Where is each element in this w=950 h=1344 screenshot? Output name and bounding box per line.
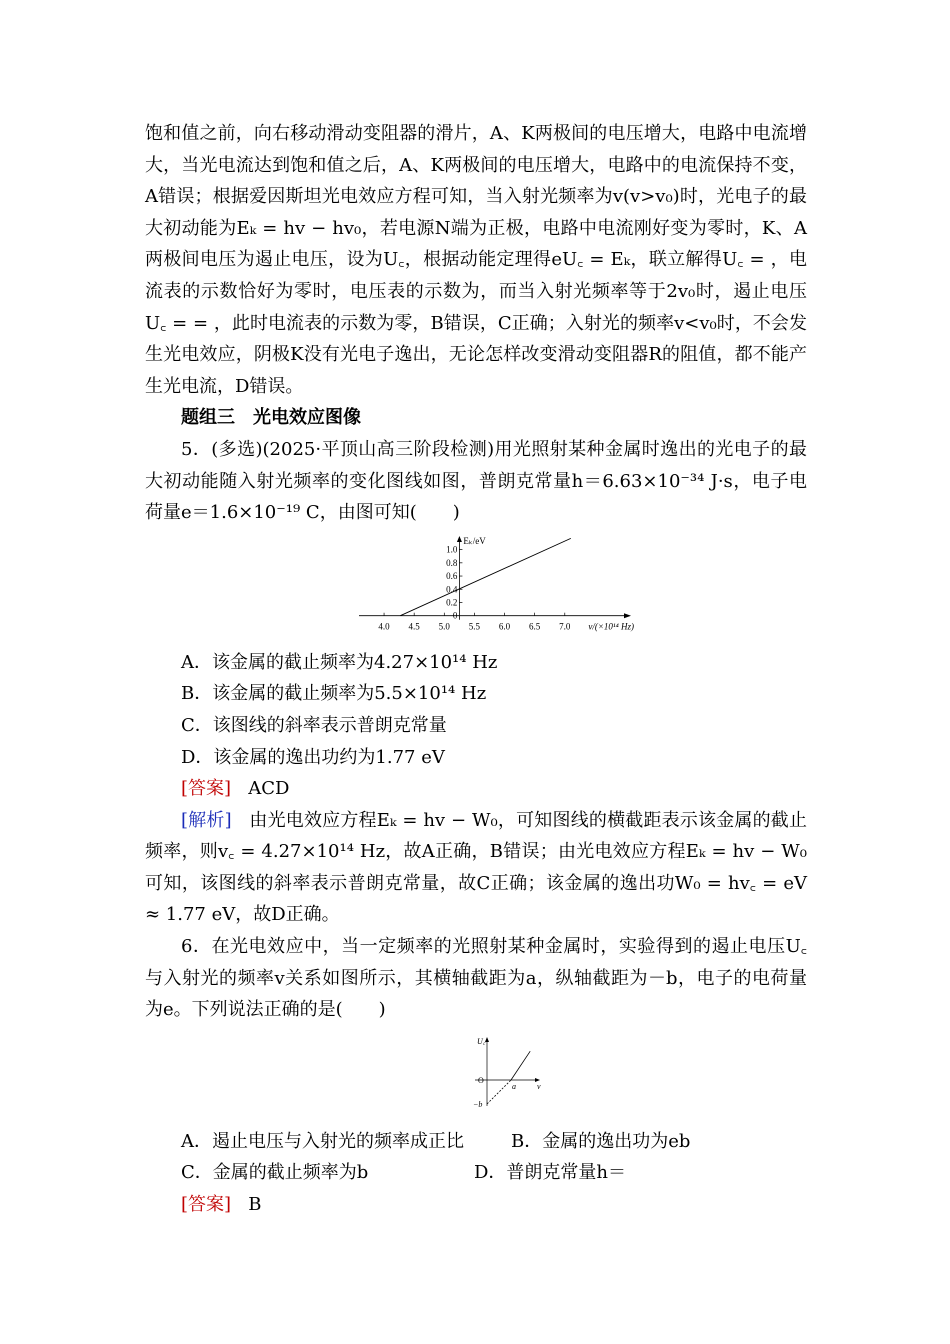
x-axis-label: ν/(×10¹⁴ Hz)	[588, 621, 634, 632]
x-axis-label: ν	[537, 1081, 541, 1091]
question-6-option-d: D．普朗克常量h＝	[474, 1162, 627, 1184]
ek-frequency-chart	[357, 535, 637, 643]
answer-label: [答案]	[181, 1194, 232, 1216]
origin-label: O	[478, 1075, 484, 1085]
question-5-stem: 5．(多选)(2025·平顶山高三阶段检测)用光照射某种金属时逸出的光电子的最大初动能随入射光频率的变化图线如图，普朗克常量h＝6.63×10⁻³⁴ J·s，电子电荷量e＝1.6×10⁻¹⁹ C，由图可知( )	[145, 438, 807, 524]
page-content	[145, 118, 807, 1221]
y-axis-arrow	[457, 536, 462, 542]
y-axis-arrow	[485, 1037, 489, 1042]
x-axis-arrow	[624, 613, 631, 618]
x-tick-label: 4.5	[408, 621, 420, 632]
question-5-option-c: C．该图线的斜率表示普朗克常量	[181, 714, 447, 736]
question-5-analysis	[145, 805, 807, 931]
x-tick-label: 4.0	[378, 621, 390, 632]
question-5-option-b: B．该金属的截止频率为5.5×10¹⁴ Hz	[181, 683, 487, 705]
previous-explanation: 饱和值之前，向右移动滑动变阻器的滑片，A、K两极间的电压增大，电路中电流增大，当光电流达到饱和值之后，A、K两极间的电压增大，电路中的电流保持不变，A错误；根据爱因斯坦光电效应方程可知，当入射光频率为v(v>v₀)时，光电子的最大初动能为Eₖ = hv − hv₀，若电源N端为正极，电路中电流刚好变为零时，K、A两极间电压为遏止电压，设为U꜀，根据动能定理得eU꜀ = Eₖ，联立解得U꜀ = ，电流表的示数恰好为零时，电压表的示数为，而当入射光频率等于2v₀时，遏止电压U꜀ = = ，此时电流表的示数为零，B错误，C正确；入射光的频率v<v₀时，不会发生光电效应，阴极K没有光电子逸出，无论怎样改变滑动变阻器R的阻值，都不能产生光电流，D错误。	[145, 123, 807, 397]
ek-line	[400, 535, 570, 615]
analysis-label: [解析]	[181, 809, 232, 831]
answer-value: B	[248, 1194, 262, 1216]
uc-line	[511, 1051, 530, 1080]
question-5-option-d: D．该金属的逸出功约为1.77 eV	[181, 746, 445, 768]
x-tick-label: 7.0	[559, 621, 571, 632]
question-6-option-a: A．遏止电压与入射光的频率成正比	[181, 1130, 464, 1152]
question-6-options-row-1	[145, 1126, 807, 1158]
uc-line-extension	[487, 1080, 511, 1104]
analysis-text: 由光电效应方程Eₖ = hv − W₀，可知图线的横截距表示该金属的截止频率，则v꜀ = 4.27×10¹⁴ Hz，故A正确，B错误；由光电效应方程Eₖ = hv − W₀可知，该图线的斜率表示普朗克常量，故C正确；该金属的逸出功W₀ = hv꜀ = eV ≈ 1.77 eV，故D正确。	[145, 809, 807, 926]
y-axis-label: U꜀	[477, 1036, 486, 1046]
x-tick-label: 5.5	[468, 621, 481, 632]
question-6-answer	[145, 1189, 807, 1221]
y-tick-label: 0.4	[446, 583, 458, 594]
uc-frequency-chart	[455, 1034, 545, 1114]
y-tick-label: 0.2	[446, 597, 458, 608]
question-6-option-c: C．金属的截止频率为b	[181, 1162, 369, 1184]
x-tick-label: 5.0	[438, 621, 450, 632]
x-intercept-label: a	[512, 1081, 516, 1091]
question-5-option-a: A．该金属的截止频率为4.27×10¹⁴ Hz	[181, 651, 498, 673]
question-6-option-b: B．金属的逸出功为eb	[511, 1130, 691, 1152]
y-tick-label: 0	[452, 610, 458, 621]
y-tick-label: 0.8	[446, 557, 458, 568]
question-6-options-row-2	[145, 1157, 807, 1189]
section-heading: 题组三 光电效应图像	[181, 407, 361, 429]
y-tick-label: 0.6	[446, 570, 458, 581]
question-6-stem: 6．在光电效应中，当一定频率的光照射某种金属时，实验得到的遏止电压U꜀与入射光的频率v关系如图所示，其横轴截距为a，纵轴截距为－b，电子的电荷量为e。下列说法正确的是( )	[145, 936, 807, 1021]
x-tick-label: 6.5	[529, 621, 541, 632]
question-5-answer	[145, 773, 807, 805]
x-tick-label: 6.0	[498, 621, 511, 632]
y-axis-label: Eₖ/eV	[463, 535, 486, 546]
y-tick-label: 1.0	[446, 544, 458, 555]
answer-value: ACD	[248, 778, 290, 800]
answer-label: [答案]	[181, 778, 232, 800]
y-intercept-label: −b	[473, 1099, 483, 1109]
